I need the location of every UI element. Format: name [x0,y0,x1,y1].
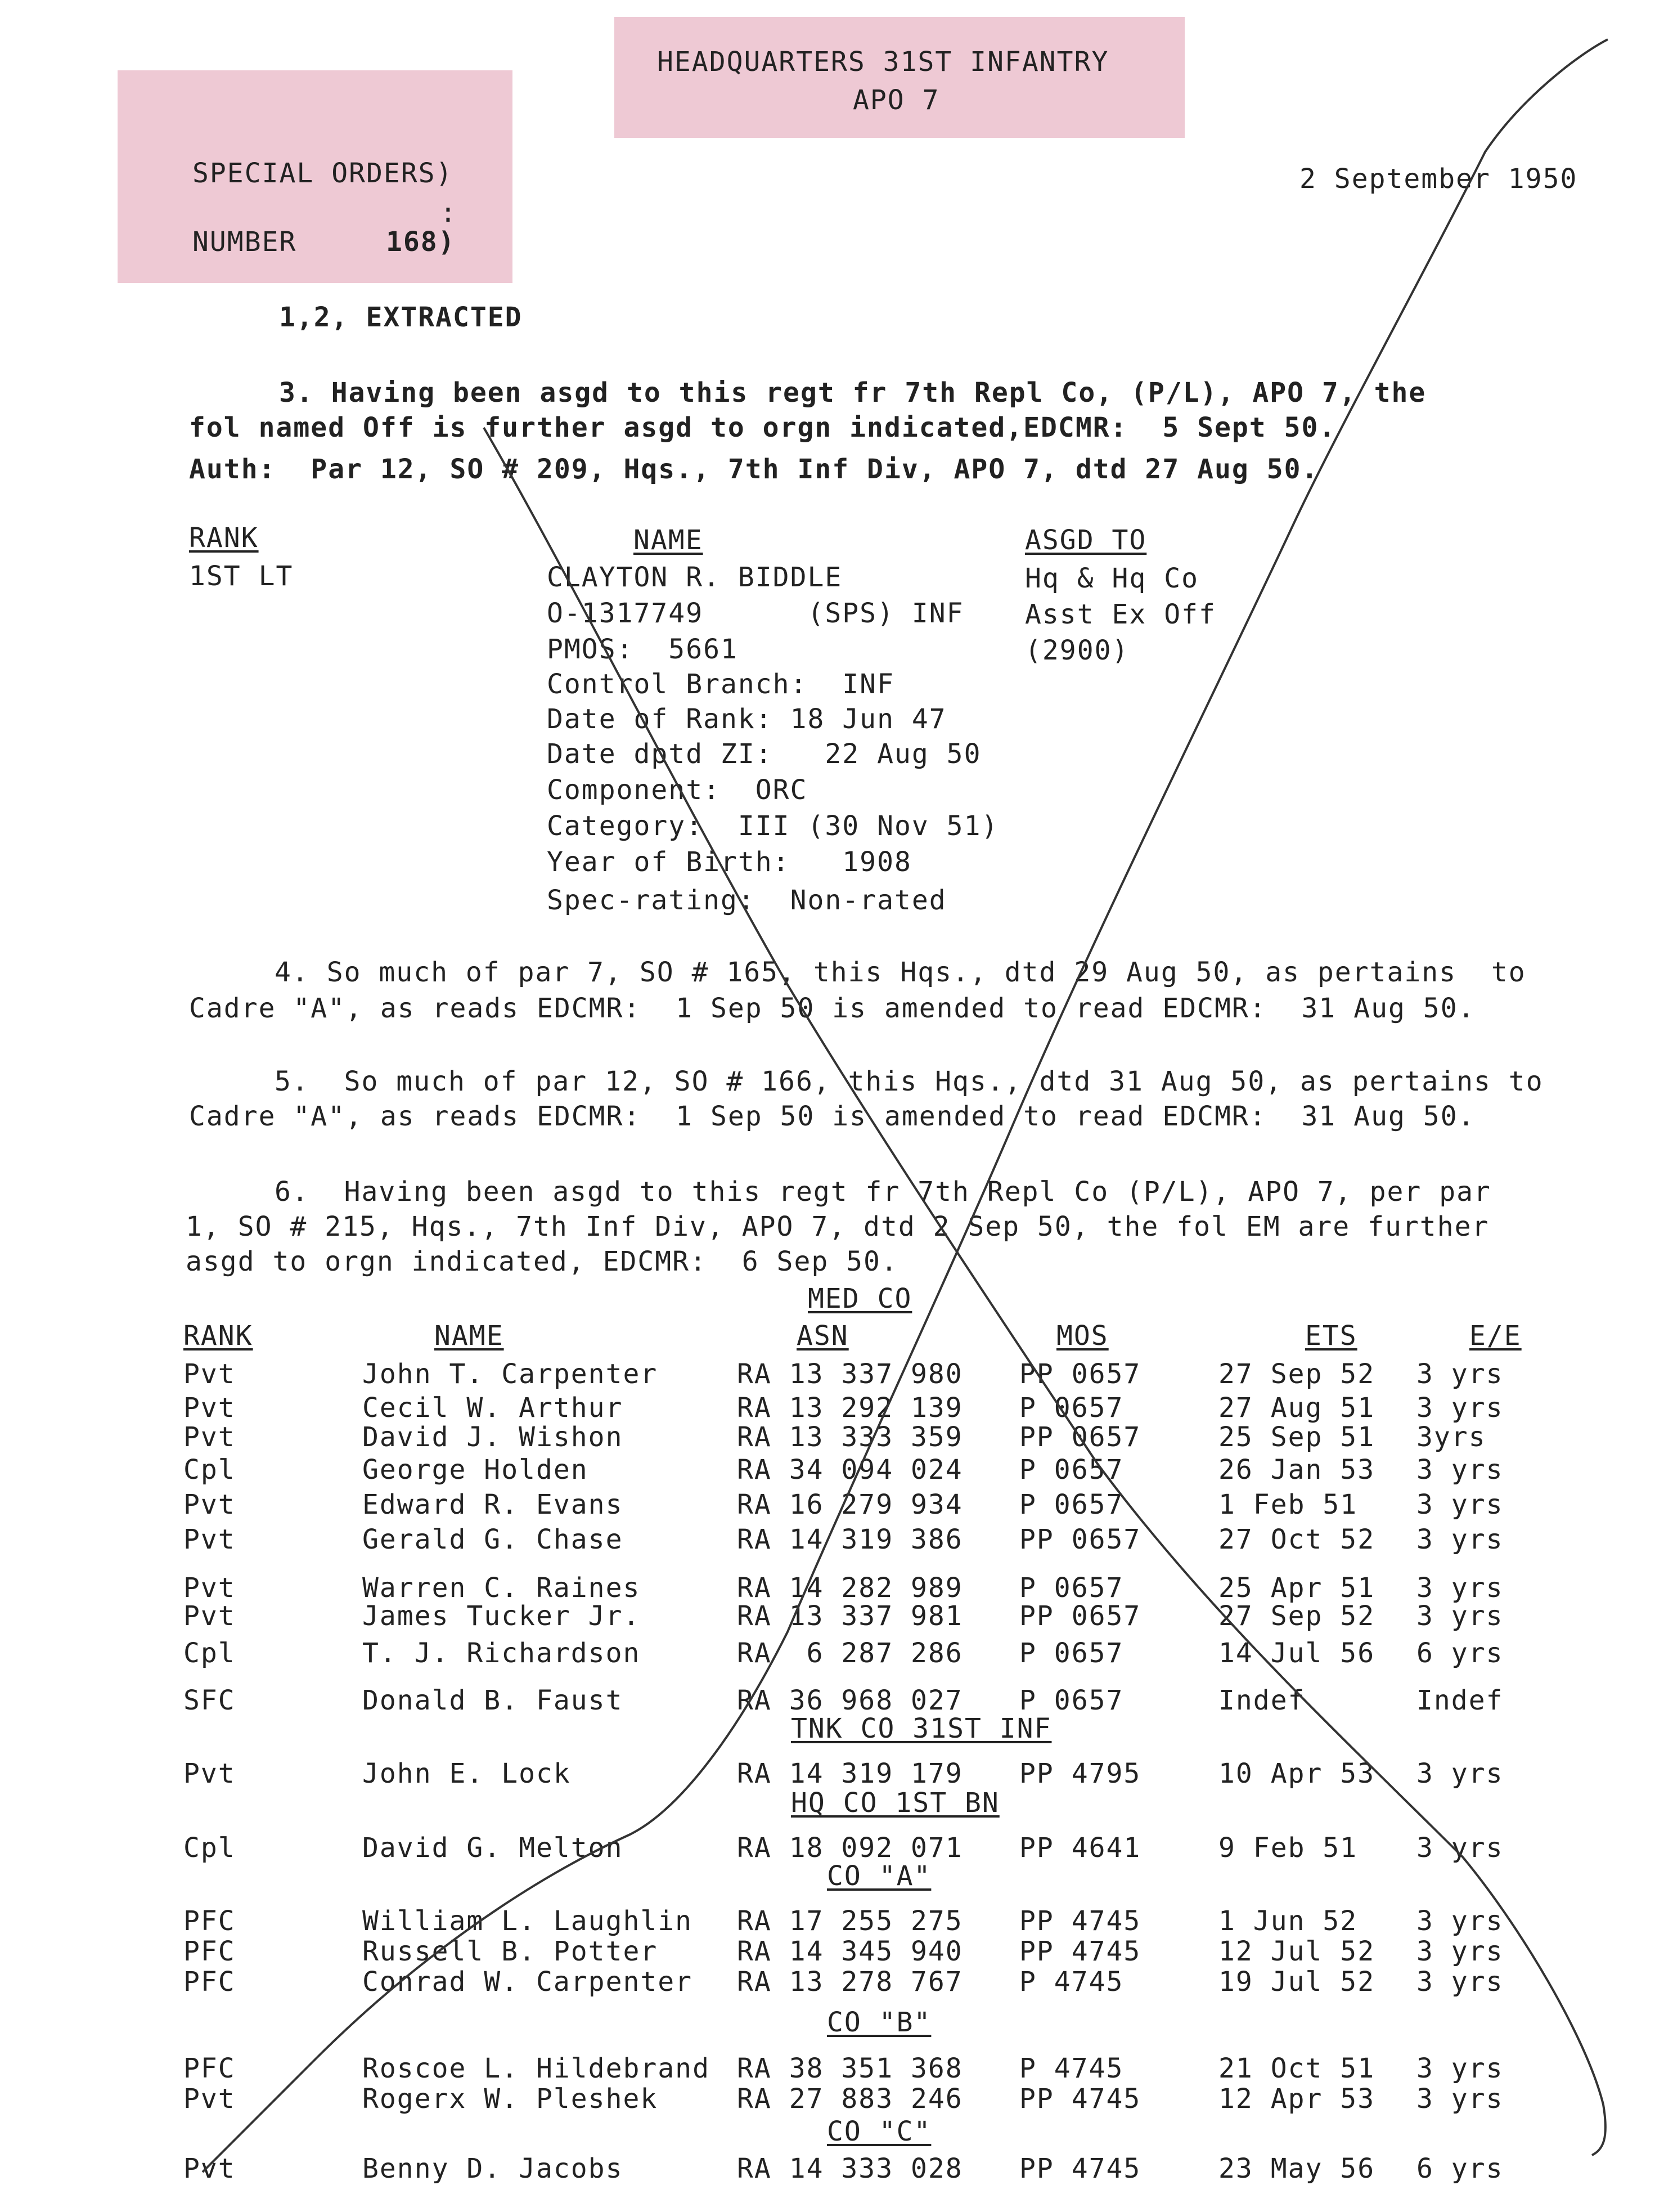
row-mos: P 0657 [1019,1572,1124,1604]
row-asn: RA 13 337 980 [737,1358,963,1390]
row-ee: 3 yrs [1416,1905,1504,1937]
row-mos: PP 4745 [1019,2153,1141,2184]
officer-component: Component: ORC [547,774,808,806]
row-ee: 6 yrs [1416,2153,1504,2184]
row-asn: RA 16 279 934 [737,1489,963,1520]
row-rank: PFC [183,2053,236,2084]
officer-header-rank: RANK [189,522,259,554]
row-ets: 27 Sep 52 [1218,1358,1375,1390]
row-name: John E. Lock [362,1758,571,1789]
row-mos: PP 0657 [1019,1600,1141,1632]
row-ets: 1 Feb 51 [1218,1489,1358,1520]
row-ets: 10 Apr 53 [1218,1758,1375,1789]
row-ee: 3 yrs [1416,1572,1504,1604]
row-name: David G. Melton [362,1832,623,1864]
officer-asgd-line-3: (2900) [1025,635,1130,666]
row-ets: 23 May 56 [1218,2153,1375,2184]
row-asn: RA 27 883 246 [737,2083,963,2115]
row-ets: 25 Apr 51 [1218,1572,1375,1604]
row-mos: P 4745 [1019,2053,1124,2084]
row-rank: Pvt [183,2153,236,2184]
row-ee: 3 yrs [1416,1454,1504,1486]
row-mos: P 0657 [1019,1489,1124,1520]
row-ets: 1 Jun 52 [1218,1905,1358,1937]
row-rank: Pvt [183,1572,236,1604]
row-ets: 9 Feb 51 [1218,1832,1358,1864]
row-ee: 3 yrs [1416,1832,1504,1864]
officer-control-branch: Control Branch: INF [547,668,894,700]
officer-serial: O-1317749 (SPS) INF [547,598,964,629]
row-mos: PP 4745 [1019,1936,1141,1967]
row-asn: RA 13 292 139 [737,1392,963,1424]
officer-asgd-line-2: Asst Ex Off [1025,599,1216,630]
row-ets: 21 Oct 51 [1218,2053,1375,2084]
number-label: NUMBER [192,226,297,258]
row-mos: P 0657 [1019,1637,1124,1669]
row-rank: Pvt [183,1421,236,1453]
row-rank: Pvt [183,2083,236,2115]
row-rank: PFC [183,1936,236,1967]
row-ee: 3 yrs [1416,2053,1504,2084]
row-asn: RA 13 337 981 [737,1600,963,1632]
officer-date-dptd: Date dptd ZI: 22 Aug 50 [547,738,982,770]
row-name: Warren C. Raines [362,1572,641,1604]
row-ets: 27 Oct 52 [1218,1524,1375,1555]
row-ets: 12 Jul 52 [1218,1936,1375,1967]
officer-header-name: NAME [633,524,703,556]
row-asn: RA 14 333 028 [737,2153,963,2184]
row-rank: Cpl [183,1832,236,1864]
row-name: William L. Laughlin [362,1905,693,1937]
em-header-name: NAME [434,1320,504,1352]
row-rank: PFC [183,1966,236,1998]
paragraph-3-line-2: fol named Off is further asgd to orgn indicated,EDCMR: 5 Sept 50. [189,412,1337,443]
em-header-rank: RANK [183,1320,253,1352]
special-orders-colon: : [440,197,457,228]
row-asn: RA 13 278 767 [737,1966,963,1998]
paragraph-6-line-3: asgd to orgn indicated, EDCMR: 6 Sep 50. [186,1246,898,1277]
row-rank: SFC [183,1685,236,1716]
row-mos: PP 4795 [1019,1758,1141,1789]
row-rank: Cpl [183,1637,236,1669]
row-name: Conrad W. Carpenter [362,1966,693,1998]
row-asn: RA 17 255 275 [737,1905,963,1937]
row-asn: RA 18 092 071 [737,1832,963,1864]
row-name: Gerald G. Chase [362,1524,623,1555]
unit-med-co: MED CO [808,1283,912,1314]
row-ee: Indef [1416,1685,1504,1716]
row-name: David J. Wishon [362,1421,623,1453]
number-value: 168) [386,226,456,258]
officer-header-asgd: ASGD TO [1025,524,1147,556]
row-rank: Pvt [183,1600,236,1632]
row-ee: 3 yrs [1416,1392,1504,1424]
row-asn: RA 34 094 024 [737,1454,963,1486]
row-name: John T. Carpenter [362,1358,658,1390]
officer-asgd-line-1: Hq & Hq Co [1025,563,1199,594]
officer-date-of-rank: Date of Rank: 18 Jun 47 [547,703,947,735]
paragraph-1-2: 1,2, EXTRACTED [279,302,523,333]
em-header-mos: MOS [1056,1320,1109,1352]
row-name: Cecil W. Arthur [362,1392,623,1424]
row-asn: RA 14 319 386 [737,1524,963,1555]
em-header-ee: E/E [1469,1320,1522,1352]
row-ets: 25 Sep 51 [1218,1421,1375,1453]
row-asn: RA 14 282 989 [737,1572,963,1604]
hq-line-1: HEADQUARTERS 31ST INFANTRY [657,46,1109,78]
row-rank: Pvt [183,1524,236,1555]
row-ee: 3 yrs [1416,1758,1504,1789]
hq-line-2: APO 7 [853,84,940,116]
row-name: Russell B. Potter [362,1936,658,1967]
row-rank: Pvt [183,1392,236,1424]
row-name: T. J. Richardson [362,1637,641,1669]
row-mos: PP 4745 [1019,2083,1141,2115]
special-orders-label: SPECIAL ORDERS) [192,158,453,189]
row-mos: PP 0657 [1019,1524,1141,1555]
row-name: Roscoe L. Hildebrand [362,2053,710,2084]
row-ets: 12 Apr 53 [1218,2083,1375,2115]
row-name: Donald B. Faust [362,1685,623,1716]
row-rank: PFC [183,1905,236,1937]
row-asn: RA 6 287 286 [737,1637,963,1669]
row-ets: Indef [1218,1685,1306,1716]
row-name: Benny D. Jacobs [362,2153,623,2184]
em-header-ets: ETS [1305,1320,1357,1352]
row-asn: RA 13 333 359 [737,1421,963,1453]
row-ets: 27 Aug 51 [1218,1392,1375,1424]
officer-year-of-birth: Year of Birth: 1908 [547,846,912,878]
row-mos: P 0657 [1019,1392,1124,1424]
row-rank: Pvt [183,1358,236,1390]
row-mos: PP 0657 [1019,1421,1141,1453]
row-ee: 3 yrs [1416,1936,1504,1967]
unit-co-a: CO "A" [827,1860,932,1892]
row-ee: 3 yrs [1416,1524,1504,1555]
row-rank: Pvt [183,1489,236,1520]
paragraph-3-line-3: Auth: Par 12, SO # 209, Hqs., 7th Inf Div, APO 7, dtd 27 Aug 50. [189,454,1319,485]
row-asn: RA 14 319 179 [737,1758,963,1789]
row-ee: 3 yrs [1416,2083,1504,2115]
row-rank: Cpl [183,1454,236,1486]
row-ee: 3 yrs [1416,1358,1504,1390]
row-mos: P 4745 [1019,1966,1124,1998]
row-rank: Pvt [183,1758,236,1789]
unit-hq-co-1st-bn: HQ CO 1ST BN [791,1787,1000,1819]
row-asn: RA 36 968 027 [737,1685,963,1716]
row-mos: PP 0657 [1019,1358,1141,1390]
row-name: James Tucker Jr. [362,1600,641,1632]
row-name: Rogerx W. Pleshek [362,2083,658,2115]
paragraph-5-line-2: Cadre "A", as reads EDCMR: 1 Sep 50 is amended to read EDCMR: 31 Aug 50. [189,1101,1476,1132]
row-mos: PP 4745 [1019,1905,1141,1937]
row-ee: 3 yrs [1416,1600,1504,1632]
unit-tnk-co: TNK CO 31ST INF [791,1713,1052,1744]
order-date: 2 September 1950 [1299,163,1578,195]
paragraph-3-line-1: 3. Having been asgd to this regt fr 7th Repl Co, (P/L), APO 7, the [279,377,1427,409]
row-mos: P 0657 [1019,1685,1124,1716]
row-asn: RA 38 351 368 [737,2053,963,2084]
row-ee: 3yrs [1416,1421,1486,1453]
row-name: Edward R. Evans [362,1489,623,1520]
unit-co-c: CO "C" [827,2116,932,2147]
officer-rank: 1ST LT [189,560,294,592]
officer-pmos: PMOS: 5661 [547,634,738,665]
row-mos: P 0657 [1019,1454,1124,1486]
paragraph-5-line-1: 5. So much of par 12, SO # 166, this Hqs., dtd 31 Aug 50, as pertains to [275,1066,1544,1097]
paragraph-4-line-2: Cadre "A", as reads EDCMR: 1 Sep 50 is amended to read EDCMR: 31 Aug 50. [189,993,1476,1024]
row-ets: 19 Jul 52 [1218,1966,1375,1998]
paragraph-4-line-1: 4. So much of par 7, SO # 165, this Hqs., dtd 29 Aug 50, as pertains to [275,957,1526,988]
row-asn: RA 14 345 940 [737,1936,963,1967]
officer-name: CLAYTON R. BIDDLE [547,562,843,593]
row-ee: 6 yrs [1416,1637,1504,1669]
row-mos: PP 4641 [1019,1832,1141,1864]
paragraph-6-line-2: 1, SO # 215, Hqs., 7th Inf Div, APO 7, dtd 2 Sep 50, the fol EM are further [186,1211,1490,1242]
officer-spec-rating: Spec-rating: Non-rated [547,885,947,916]
paragraph-6-line-1: 6. Having been asgd to this regt fr 7th Repl Co (P/L), APO 7, per par [275,1176,1491,1208]
officer-category: Category: III (30 Nov 51) [547,810,999,842]
row-ets: 14 Jul 56 [1218,1637,1375,1669]
row-ets: 26 Jan 53 [1218,1454,1375,1486]
row-ets: 27 Sep 52 [1218,1600,1375,1632]
row-ee: 3 yrs [1416,1966,1504,1998]
row-name: George Holden [362,1454,588,1486]
unit-co-b: CO "B" [827,2007,932,2038]
em-header-asn: ASN [797,1320,849,1352]
row-ee: 3 yrs [1416,1489,1504,1520]
